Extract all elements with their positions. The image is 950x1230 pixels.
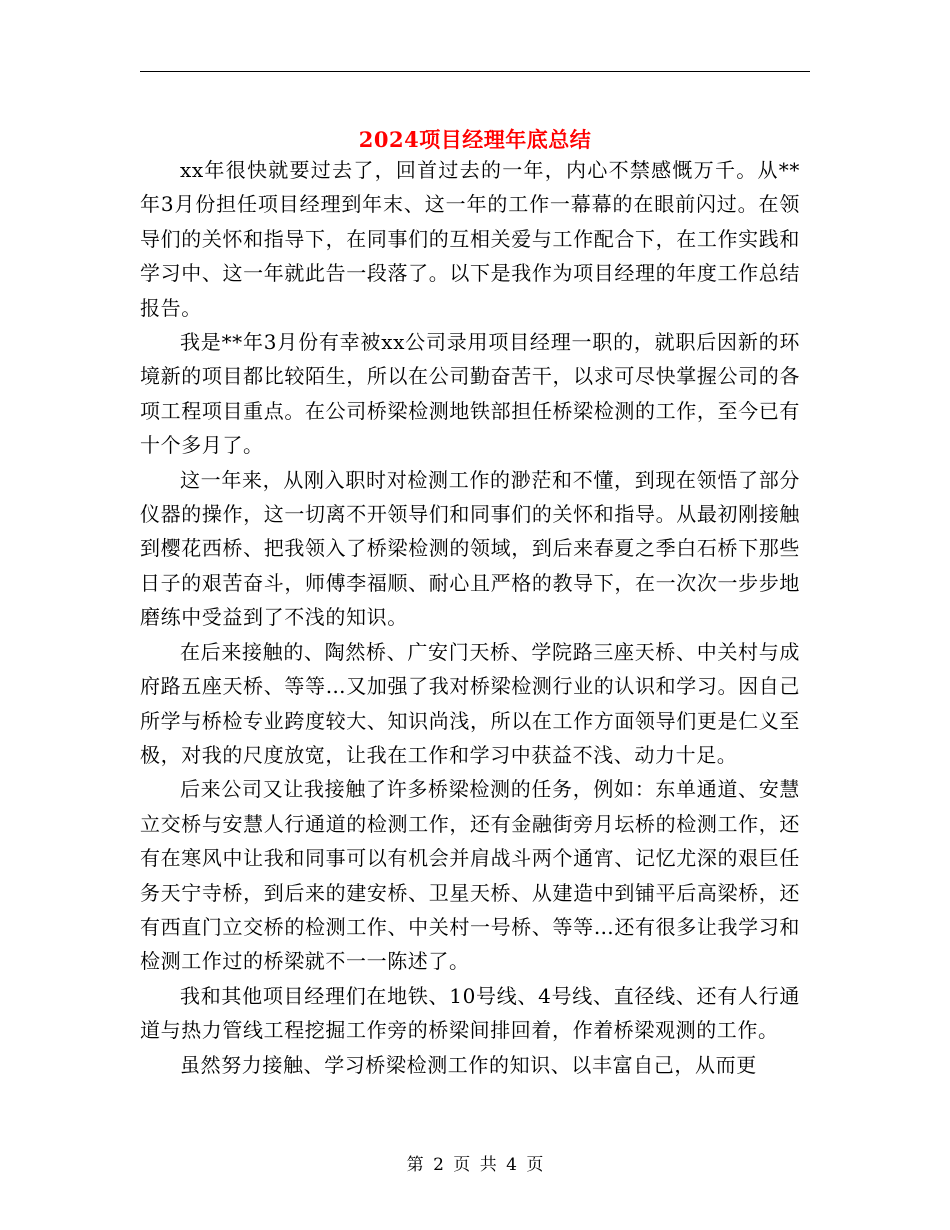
- paragraph-2: 我是**年3月份有幸被xx公司录用项目经理一职的，就职后因新的环境新的项目都比较陌生，所以在公司勤奋苦干，以求可尽快掌握公司的各项工程项目重点。在公司桥梁检测地铁部担任桥梁检测的工作，至今已有十个多月了。: [140, 330, 800, 458]
- paragraph-1: xx年很快就要过去了，回首过去的一年，内心不禁感慨万千。从**年3月份担任项目经理到年末、这一年的工作一幕幕的在眼前闪过。在领导们的关怀和指导下，在同事们的互相关爱与工作配合下，在工作实践和学习中、这一年就此告一段落了。以下是我作为项目经理的年度工作总结报告。: [140, 158, 800, 320]
- paragraph-3: 这一年来，从刚入职时对检测工作的渺茫和不懂，到现在领悟了部分仪器的操作，这一切离不开领导们和同事们的关怀和指导。从最初刚接触到樱花西桥、把我领入了桥梁检测的领域，到后来春夏之季白石桥下那些日子的艰苦奋斗，师傅李福顺、耐心且严格的教导下，在一次次一步步地磨练中受益到了不浅的知识。: [140, 467, 800, 630]
- document-title: 2024项目经理年底总结: [358, 127, 592, 153]
- paragraph-7: 虽然努力接触、学习桥梁检测工作的知识、以丰富自己，从而更: [180, 1052, 757, 1077]
- document-body: [140, 153, 800, 1082]
- page-number: 第 2 页 共 4 页: [406, 1155, 544, 1175]
- paragraph-4: 在后来接触的、陶然桥、广安门天桥、学院路三座天桥、中关村与成府路五座天桥、等等…又加强了我对桥梁检测行业的认识和学习。因自己所学与桥检专业跨度较大、知识尚浅，所以在工作方面领导们更是仁义至极，对我的尺度放宽，让我在工作和学习中获益不浅、动力十足。: [140, 639, 800, 767]
- header-rule: [140, 71, 810, 72]
- paragraph-6: 我和其他项目经理们在地铁、10号线、4号线、直径线、还有人行通道与热力管线工程挖掘工作旁的桥梁间排回着，作着桥梁观测的工作。: [140, 983, 800, 1043]
- paragraph-5: 后来公司又让我接触了许多桥梁检测的任务，例如：东单通道、安慧立交桥与安慧人行通道的检测工作，还有金融街旁月坛桥的检测工作，还有在寒风中让我和同事可以有机会并肩战斗两个通宵、记忆尤深的艰巨任务天宁寺桥，到后来的建安桥、卫星天桥、从建造中到铺平后高梁桥，还有西直门立交桥的检测工作、中关村一号桥、等等…还有很多让我学习和检测工作过的桥梁就不一一陈述了。: [140, 777, 800, 974]
